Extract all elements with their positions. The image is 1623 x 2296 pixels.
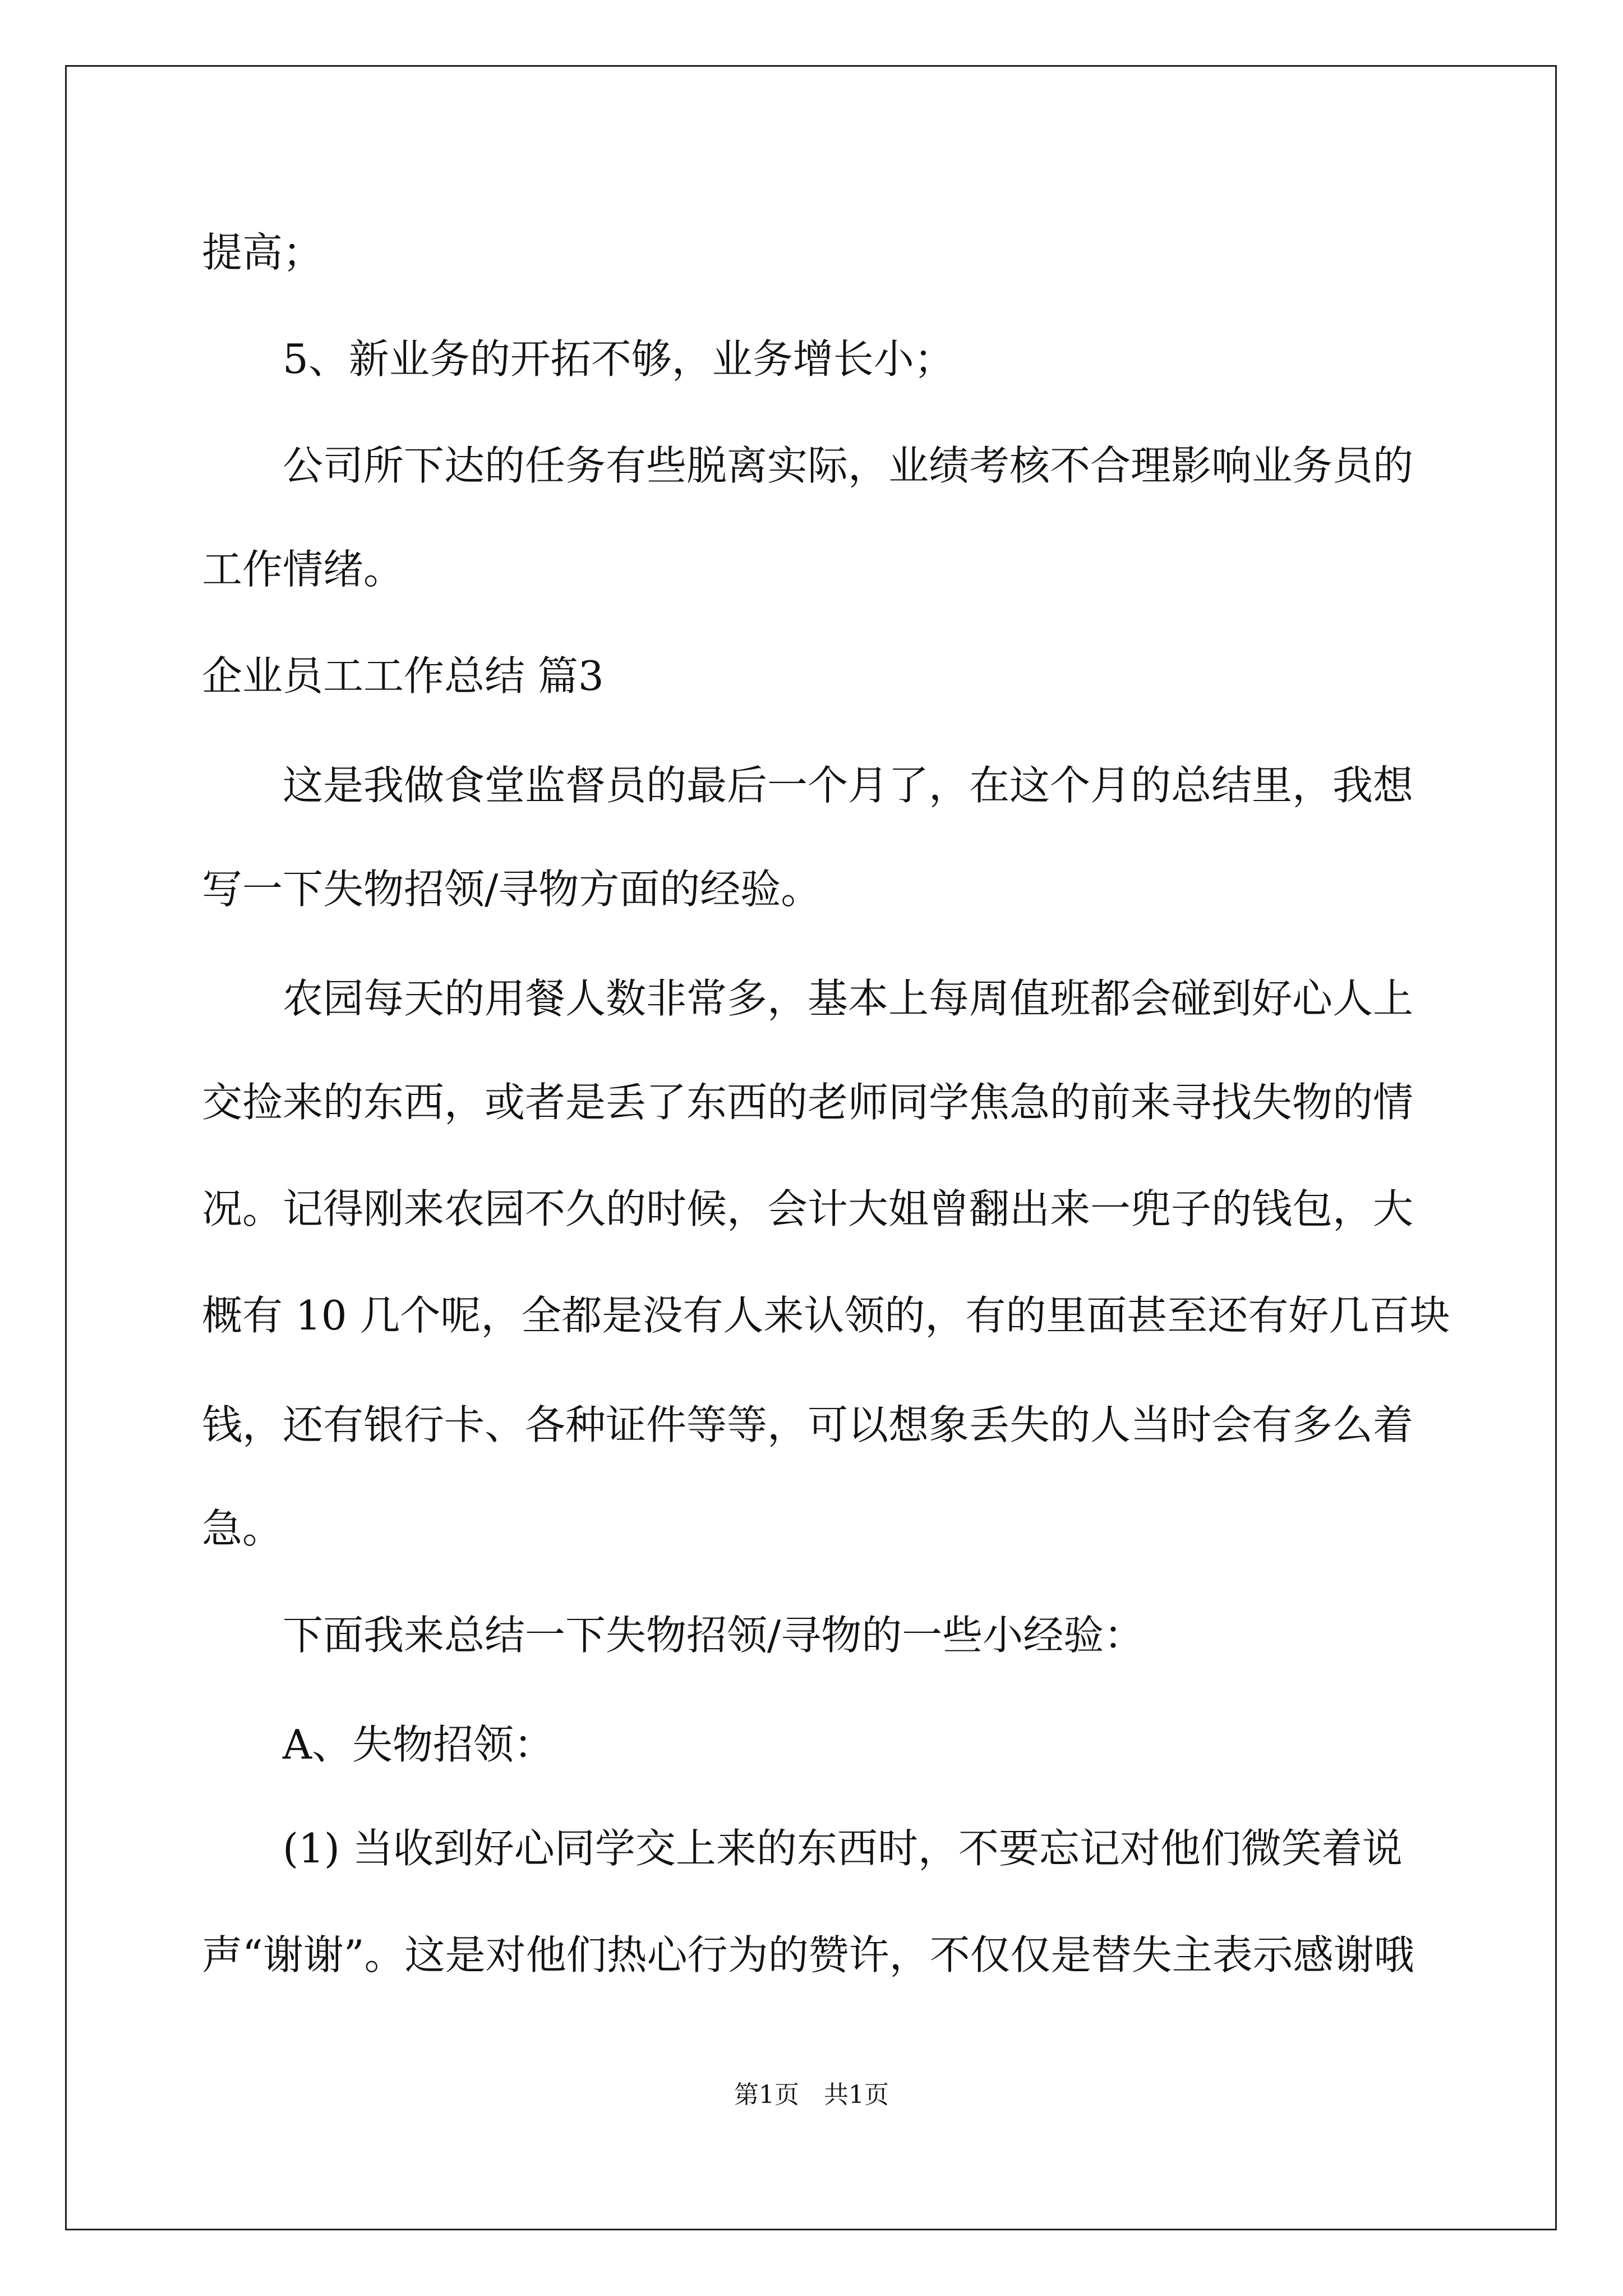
text-line: A、失物招领： [283,1721,554,1768]
text-line: (1) 当收到好心同学交上来的东西时，不要忘记对他们微笑着说 [283,1825,1403,1872]
text-line: 声“谢谢”。这是对他们热心行为的赞许，不仅仅是替失主表示感谢哦 [202,1931,1414,1978]
section-heading: 企业员工工作总结 篇3 [202,652,604,700]
text-line: 下面我来总结一下失物招领/寻物的一些小经验： [283,1612,1145,1659]
text-line: 5、新业务的开拓不够，业务增长小； [283,335,955,383]
text-line: 概有 10 几个呢，全都是没有人来认领的，有的里面甚至还有好几百块 [202,1292,1450,1339]
text-line: 这是我做食堂监督员的最后一个月了，在这个月的总结里，我想 [283,762,1414,809]
page-border [65,65,1557,2230]
text-line: 写一下失物招领/寻物方面的经验。 [202,866,822,913]
text-line: 钱，还有银行卡、各种证件等等，可以想象丢失的人当时会有多么着 [202,1401,1414,1448]
text-line: 急。 [202,1505,283,1552]
text-line: 况。记得刚来农园不久的时候，会计大姐曾翻出来一兜子的钱包，大 [202,1185,1414,1232]
text-line: 公司所下达的任务有些脱离实际，业绩考核不合理影响业务员的 [283,442,1414,489]
text-line: 工作情绪。 [202,546,404,593]
text-line: 提高； [202,229,324,276]
text-line: 交捡来的东西，或者是丢了东西的老师同学焦急的前来寻找失物的情 [202,1079,1414,1126]
page-footer: 第1页 共1页 [734,2081,889,2109]
text-line: 农园每天的用餐人数非常多，基本上每周值班都会碰到好心人上 [283,975,1414,1022]
